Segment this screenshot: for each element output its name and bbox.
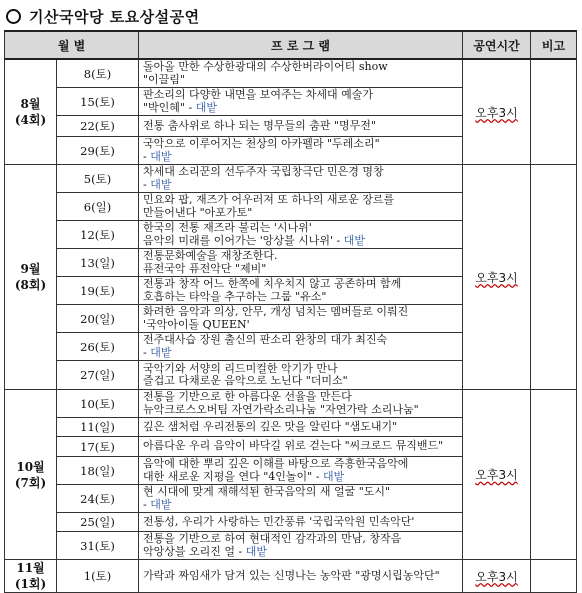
show-time: 오후3시 — [475, 468, 518, 482]
program-line-1: 현 시대에 맞게 재해석된 한국음악의 새 얼굴 "도시" — [143, 485, 391, 498]
program-line-2-text: "박인혜" - — [143, 100, 196, 114]
program-line-2 — [143, 74, 458, 87]
venue-tag: 대밭 — [150, 345, 172, 359]
program-line-1: 민요와 팝, 재즈가 어우러져 또 하나의 새로운 장르를 — [143, 193, 395, 206]
show-time: 오후3시 — [475, 105, 518, 120]
program-line-2-text: - — [143, 149, 151, 163]
header-time: 공연시간 — [463, 31, 531, 59]
venue-tag: 대밭 — [150, 497, 172, 511]
month-cell — [5, 59, 57, 165]
program-cell — [139, 457, 463, 485]
date-cell: 17(토) — [57, 437, 139, 457]
month-label: 8월 — [20, 97, 41, 111]
date-cell: 15(토) — [57, 88, 139, 116]
header-month: 월 별 — [5, 31, 139, 59]
program-line-1: 국악으로 이루어지는 천상의 아카펠라 "두레소리" — [143, 137, 380, 150]
program-cell — [139, 305, 463, 333]
program-line-1: 전통 춤사위로 하나 되는 명무들의 춤판 "명무전" — [143, 118, 376, 132]
note-cell — [531, 165, 577, 390]
program-line-2-text: 호흡하는 타악을 추구하는 그룹 "유소" — [143, 289, 327, 303]
program-line-1: 전통성, 우리가 사랑하는 민간풍류 '국립국악원 민속악단' — [143, 514, 415, 528]
program-line-1: 돌아올 만한 수상한광대의 수상한버라이어티 show — [143, 60, 388, 73]
date-cell: 18(일) — [57, 457, 139, 485]
program-cell — [139, 560, 463, 593]
table-row — [5, 560, 577, 593]
month-label: 11월 — [16, 561, 45, 575]
month-count: (1회) — [14, 577, 47, 591]
date-cell: 12(토) — [57, 221, 139, 249]
program-line-1: 화려한 음악과 의상, 안무, 개성 넘치는 멤버들로 이뤄진 — [143, 305, 409, 318]
page-title — [6, 4, 200, 28]
program-cell — [139, 249, 463, 277]
time-cell — [463, 560, 531, 593]
program-cell — [139, 59, 463, 88]
venue-tag: 대밭 — [322, 469, 345, 483]
program-cell — [139, 116, 463, 137]
program-line-2 — [143, 546, 458, 559]
date-cell: 27(일) — [57, 361, 139, 390]
month-count: (8회) — [14, 278, 47, 292]
date-cell: 10(토) — [57, 390, 139, 418]
program-line-2-text: 악앙상블 오리진 얼 - — [143, 544, 246, 558]
venue-tag: 대밭 — [195, 100, 217, 114]
program-line-2 — [143, 179, 458, 192]
month-count: (7회) — [14, 475, 47, 490]
program-line-1: 전주대사습 장원 출신의 판소리 완창의 대가 최진숙 — [143, 333, 388, 346]
program-line-2-text: 퓨전국악 퓨전악단 "제비" — [143, 261, 267, 275]
program-line-2 — [143, 102, 458, 115]
program-cell — [139, 277, 463, 305]
program-line-2-text: 뉴악크로스오버팀 자연가락소리나눔 "자연가락 소리나눔" — [143, 402, 419, 416]
program-line-2 — [143, 375, 458, 388]
month-cell — [5, 560, 57, 593]
show-time: 오후3시 — [475, 569, 518, 584]
program-cell — [139, 193, 463, 221]
program-line-1: 차세대 소리꾼의 선두주자 국립창극단 민은경 명창 — [143, 165, 384, 178]
note-cell — [531, 59, 577, 165]
program-cell — [139, 137, 463, 165]
date-cell: 29(토) — [57, 137, 139, 165]
program-line-2 — [143, 319, 458, 332]
program-cell — [139, 390, 463, 418]
program-line-2 — [143, 347, 458, 360]
performance-schedule-table — [4, 30, 577, 593]
venue-tag: 대밭 — [245, 544, 267, 558]
month-cell — [5, 390, 57, 560]
program-line-2-text: 대한 새로운 지평을 연다 "4인놀이" - — [143, 469, 323, 483]
note-cell — [531, 560, 577, 593]
date-cell: 19(토) — [57, 277, 139, 305]
program-line-2-text: 만들어낸다 "아포가토" — [143, 205, 253, 219]
program-cell — [139, 437, 463, 457]
note-cell — [531, 390, 577, 560]
program-line-2 — [143, 471, 458, 484]
program-line-2-text: - — [143, 497, 151, 511]
program-line-1: 전통을 기반으로 한 아름다운 선율을 만든다 — [143, 390, 352, 403]
program-line-1: 음악에 대한 뿌리 깊은 이해를 바탕으로 즉흥한국음악에 — [143, 457, 409, 470]
program-line-2-text: "이끌림" — [143, 72, 185, 86]
month-label: 9월 — [20, 262, 41, 276]
program-line-2 — [143, 235, 458, 248]
table-header-row — [5, 31, 577, 59]
program-cell — [139, 513, 463, 532]
month-cell — [5, 165, 57, 390]
program-line-1: 가락과 짜임새가 담겨 있는 신명나는 농악판 "광명시립농악단" — [143, 568, 440, 582]
circle-bullet-icon — [6, 9, 21, 24]
date-cell: 8(토) — [57, 59, 139, 88]
date-cell: 13(일) — [57, 249, 139, 277]
date-cell: 6(일) — [57, 193, 139, 221]
date-cell: 1(토) — [57, 560, 139, 593]
month-label: 10월 — [16, 459, 45, 474]
date-cell: 11(일) — [57, 418, 139, 437]
venue-tag: 대밭 — [343, 233, 366, 247]
table-row — [5, 59, 577, 88]
date-cell: 20(일) — [57, 305, 139, 333]
schedule-body — [5, 59, 577, 593]
time-cell — [463, 390, 531, 560]
page-title-text: 기산국악당 토요상설공연 — [29, 7, 200, 26]
program-cell — [139, 221, 463, 249]
program-line-1: 국악기와 서양의 리드미컬한 악기가 만나 — [143, 361, 338, 375]
date-cell: 25(일) — [57, 513, 139, 532]
program-line-1: 판소리의 다양한 내면을 보여주는 차세대 예술가 — [143, 88, 374, 101]
program-line-2-text: '국악아이돌 QUEEN' — [143, 317, 250, 331]
program-line-2 — [143, 151, 458, 164]
program-cell — [139, 418, 463, 437]
program-line-2 — [143, 499, 458, 512]
program-cell — [139, 333, 463, 361]
month-count: (4회) — [14, 113, 47, 127]
header-program: 프 로 그 램 — [139, 31, 463, 59]
time-cell — [463, 165, 531, 390]
program-line-2-text: 즐겁고 다채로운 음악으로 노닌다 "더미소" — [143, 374, 348, 387]
table-row — [5, 390, 577, 418]
program-line-1: 전통을 기반으로 하여 현대적인 감각과의 만남, 창작음 — [143, 532, 402, 545]
program-line-1: 전통문화예술을 재창조한다. — [143, 249, 278, 262]
program-line-2 — [143, 404, 458, 417]
date-cell: 5(토) — [57, 165, 139, 193]
time-cell — [463, 59, 531, 165]
program-line-2-text: - — [143, 345, 151, 359]
date-cell: 22(토) — [57, 116, 139, 137]
date-cell: 26(토) — [57, 333, 139, 361]
program-line-1: 깊은 샘처럼 우리전통의 깊은 맛을 알린다 "샘도내기" — [143, 419, 398, 433]
program-line-1: 아름다운 우리 음악이 바닥길 위로 걷는다 "씨크로드 뮤직밴드" — [143, 439, 444, 453]
program-line-1: 전통과 창작 어느 한쪽에 치우치지 않고 공존하며 함께 — [143, 277, 402, 290]
program-line-2 — [143, 207, 458, 220]
date-cell: 31(토) — [57, 532, 139, 560]
program-line-2-text: 음악의 미래를 이어가는 '앙상블 시나위' - — [143, 233, 344, 247]
program-cell — [139, 485, 463, 513]
table-row — [5, 165, 577, 193]
venue-tag: 대밭 — [150, 149, 172, 163]
date-cell: 24(토) — [57, 485, 139, 513]
header-note: 비고 — [531, 31, 577, 59]
program-line-2-text: - — [143, 177, 151, 191]
show-time: 오후3시 — [475, 270, 518, 285]
program-line-1: 한국의 전통 재즈라 불리는 '시나위' — [143, 221, 312, 234]
program-cell — [139, 88, 463, 116]
program-line-2 — [143, 263, 458, 276]
program-cell — [139, 165, 463, 193]
program-cell — [139, 361, 463, 390]
program-cell — [139, 532, 463, 560]
program-line-2 — [143, 291, 458, 304]
venue-tag: 대밭 — [150, 177, 172, 191]
